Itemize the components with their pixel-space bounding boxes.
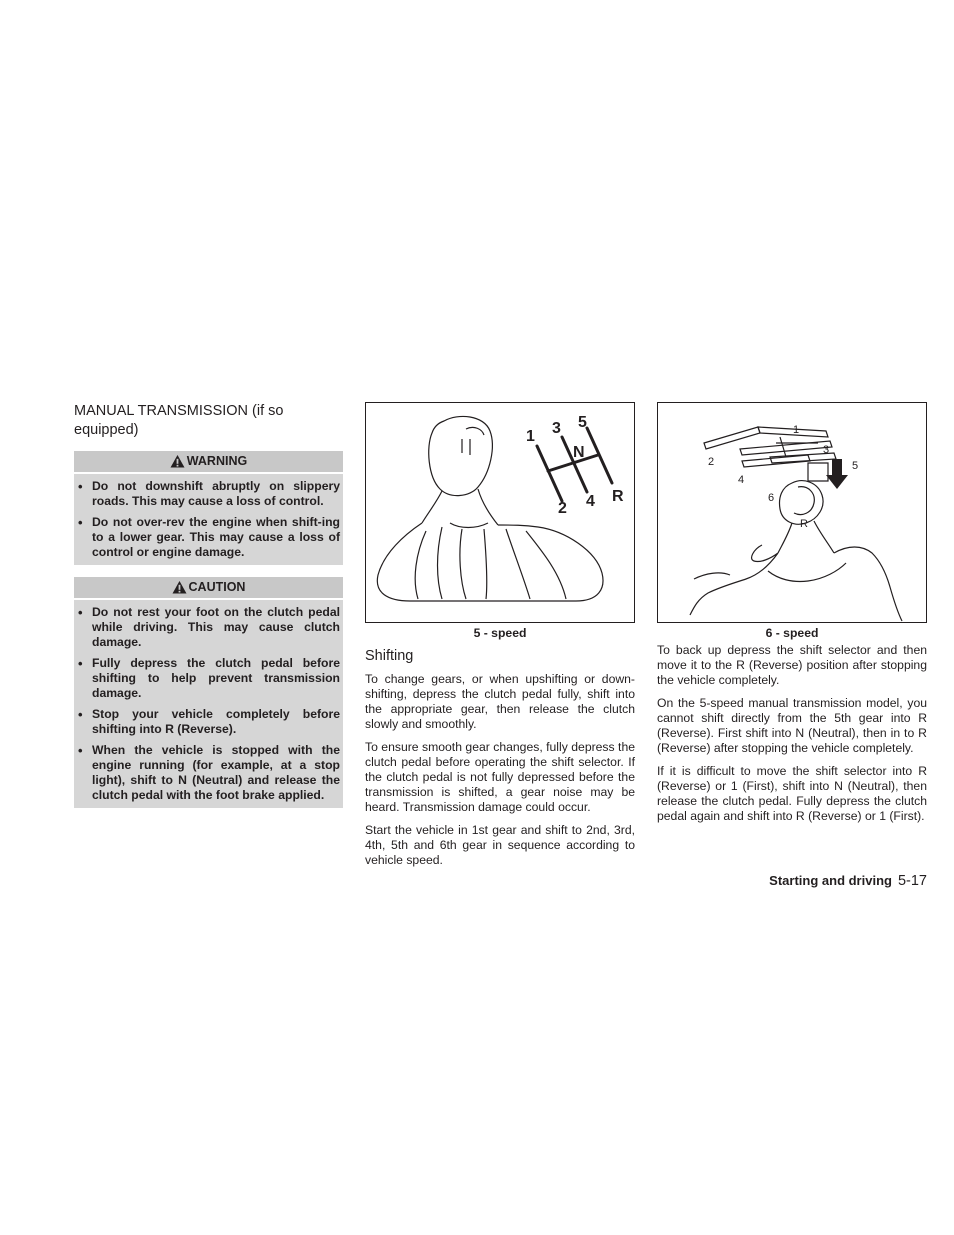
gear-label-1: 1 bbox=[793, 424, 800, 436]
shifting-paragraph: Start the vehicle in 1st gear and shift to 2nd, 3rd, 4th, 5th and 6th gear in sequence according to vehicle speed. bbox=[365, 823, 635, 867]
gear-label-5: 5 bbox=[852, 460, 859, 472]
left-column bbox=[74, 402, 343, 808]
middle-column bbox=[365, 402, 635, 876]
caution-body bbox=[74, 600, 343, 808]
caution-item: • Stop your vehicle completely before shifting into R (Reverse). bbox=[77, 707, 340, 737]
footer-section-name: Starting and driving bbox=[769, 873, 892, 888]
caution-item: • Fully depress the clutch pedal before shifting to help prevent transmission damage. bbox=[77, 656, 340, 701]
gear-label-2: 2 bbox=[708, 456, 715, 468]
warning-body bbox=[74, 474, 343, 565]
gear-label-1: 1 bbox=[526, 428, 535, 445]
reverse-paragraph: To back up depress the shift selector and then move it to the R (Reverse) position after stopping the vehicle completely. bbox=[657, 643, 927, 687]
gear-label-3: 3 bbox=[823, 444, 830, 456]
five-speed-figure bbox=[365, 402, 635, 623]
caution-item: • When the vehicle is stopped with the engine running (for example, at a stop light), shift to N (Neutral) and release the clutch pedal with the foot brake applied. bbox=[77, 743, 340, 803]
warning-box bbox=[74, 451, 343, 565]
caution-triangle-icon bbox=[172, 580, 187, 594]
caution-item: • Do not rest your foot on the clutch pedal while driving. This may cause clutch damage. bbox=[77, 605, 340, 650]
gear-label-r: R bbox=[800, 518, 808, 530]
gear-label-n: N bbox=[573, 444, 585, 461]
page-number: 5-17 bbox=[897, 873, 927, 889]
warning-triangle-icon bbox=[170, 454, 185, 468]
caution-header bbox=[74, 577, 343, 598]
gear-label-3: 3 bbox=[552, 420, 561, 437]
gear-label-2: 2 bbox=[558, 500, 567, 517]
right-column bbox=[657, 402, 927, 832]
warning-label: WARNING bbox=[186, 454, 248, 468]
gear-label-6: 6 bbox=[768, 492, 775, 504]
gear-label-r: R bbox=[612, 488, 624, 505]
gear-label-4: 4 bbox=[738, 474, 745, 486]
warning-header bbox=[74, 451, 343, 472]
caution-label: CAUTION bbox=[188, 580, 246, 594]
six-speed-caption: 6 - speed bbox=[765, 626, 819, 640]
five-speed-caption: 5 - speed bbox=[473, 626, 527, 640]
reverse-paragraph: If it is difficult to move the shift selector into R (Reverse) or 1 (First), shift into N (Neutral), then release the clutch pedal. Fully depress the clutch pedal again and shift into R (Reverse) or 1 (First). bbox=[657, 764, 927, 823]
warning-item: • Do not downshift abruptly on slippery roads. This may cause a loss of control. bbox=[77, 479, 340, 509]
caution-box bbox=[74, 577, 343, 808]
reverse-paragraph: On the 5-speed manual transmission model, you cannot shift directly from the 5th gear into R (Reverse). First shift into N (Neutral), then in to R (Reverse) after stopping the vehicle completely. bbox=[657, 696, 927, 755]
shifting-paragraph: To ensure smooth gear changes, fully depress the clutch pedal before operating the shift selector. If the clutch pedal is not fully depressed before the transmission is shifted, a gear noise may be heard. Transmission damage could occur. bbox=[365, 740, 635, 814]
section-title: MANUAL TRANSMISSION (if so equipped) bbox=[74, 403, 284, 438]
gear-label-5: 5 bbox=[578, 414, 587, 431]
six-speed-figure bbox=[657, 402, 927, 623]
gear-label-4: 4 bbox=[586, 493, 595, 510]
six-speed-shift-pattern-illustration bbox=[658, 403, 926, 622]
five-speed-shift-pattern-illustration bbox=[366, 403, 634, 622]
shifting-heading: Shifting bbox=[365, 648, 414, 664]
warning-item: • Do not over-rev the engine when shift-ing to a lower gear. This may cause a loss of control or engine damage. bbox=[77, 515, 340, 560]
page-footer bbox=[769, 872, 927, 890]
shifting-paragraph: To change gears, or when upshifting or down-shifting, depress the clutch pedal fully, shift into the appropriate gear, then release the clutch slowly and smoothly. bbox=[365, 672, 635, 731]
